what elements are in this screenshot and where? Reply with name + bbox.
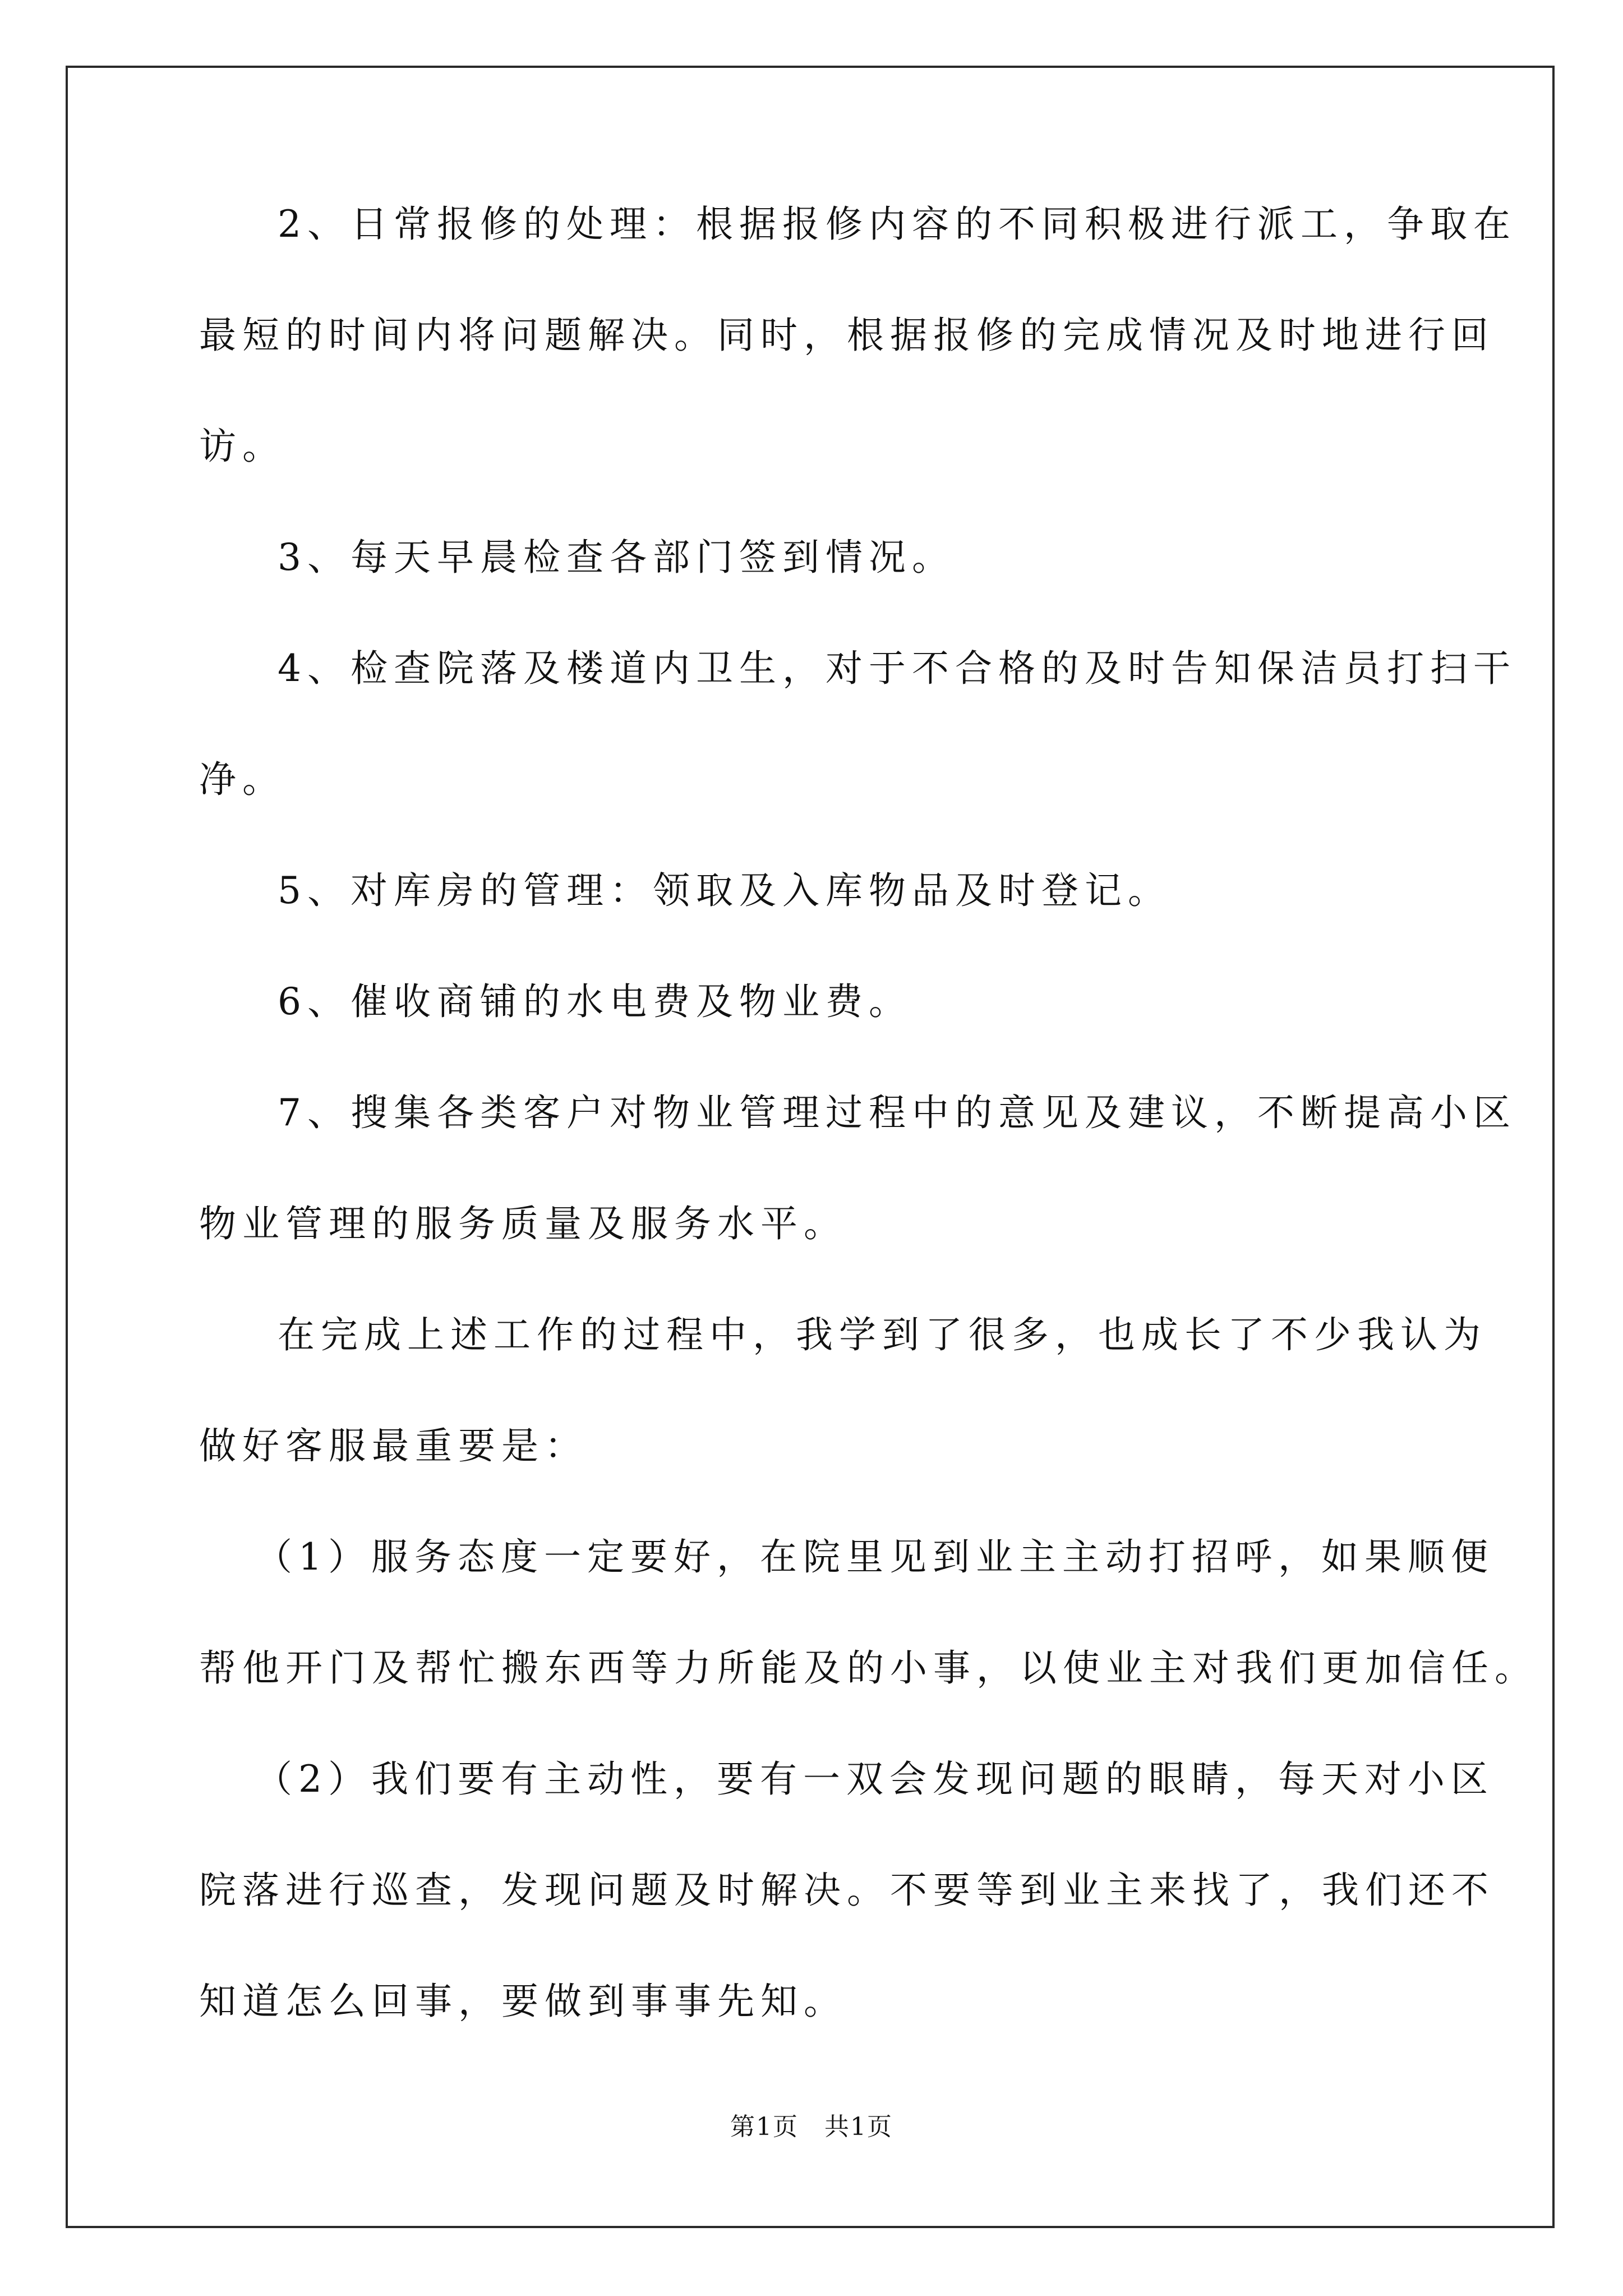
text-line: 帮他开门及帮忙搬东西等力所能及的小事，以使业主对我们更加信任。: [199, 1646, 1538, 1690]
page-number-footer: 第1页 共1页: [730, 2113, 893, 2141]
text-line: （1）服务态度一定要好，在院里见到业主主动打招呼，如果顺便: [255, 1535, 1494, 1579]
text-line: （2）我们要有主动性，要有一双会发现问题的眼睛，每天对小区: [255, 1757, 1494, 1801]
text-line: 知道怎么回事，要做到事事先知。: [199, 1980, 847, 2023]
text-line: 7、搜集各类客户对物业管理过程中的意见及建议，不断提高小区: [278, 1091, 1516, 1134]
text-line: 4、检查院落及楼道内卫生，对于不合格的及时告知保洁员打扫干: [278, 647, 1516, 690]
text-line: 访。: [199, 425, 285, 468]
text-line: 物业管理的服务质量及服务水平。: [199, 1202, 847, 1245]
text-line: 6、催收商铺的水电费及物业费。: [278, 980, 912, 1023]
text-line: 3、每天早晨检查各部门签到情况。: [278, 536, 955, 579]
text-line: 在完成上述工作的过程中，我学到了很多，也成长了不少我认为: [278, 1313, 1487, 1356]
text-line: 净。: [199, 758, 285, 801]
text-line: 做好客服最重要是：: [199, 1424, 588, 1467]
text-line: 院落进行巡查，发现问题及时解决。不要等到业主来找了，我们还不: [199, 1869, 1495, 1912]
text-line: 5、对库房的管理：领取及入库物品及时登记。: [278, 869, 1171, 912]
text-line: 最短的时间内将问题解决。同时，根据报修的完成情况及时地进行回: [199, 314, 1495, 357]
text-line: 2、日常报修的处理：根据报修内容的不同积极进行派工，争取在: [278, 203, 1516, 246]
